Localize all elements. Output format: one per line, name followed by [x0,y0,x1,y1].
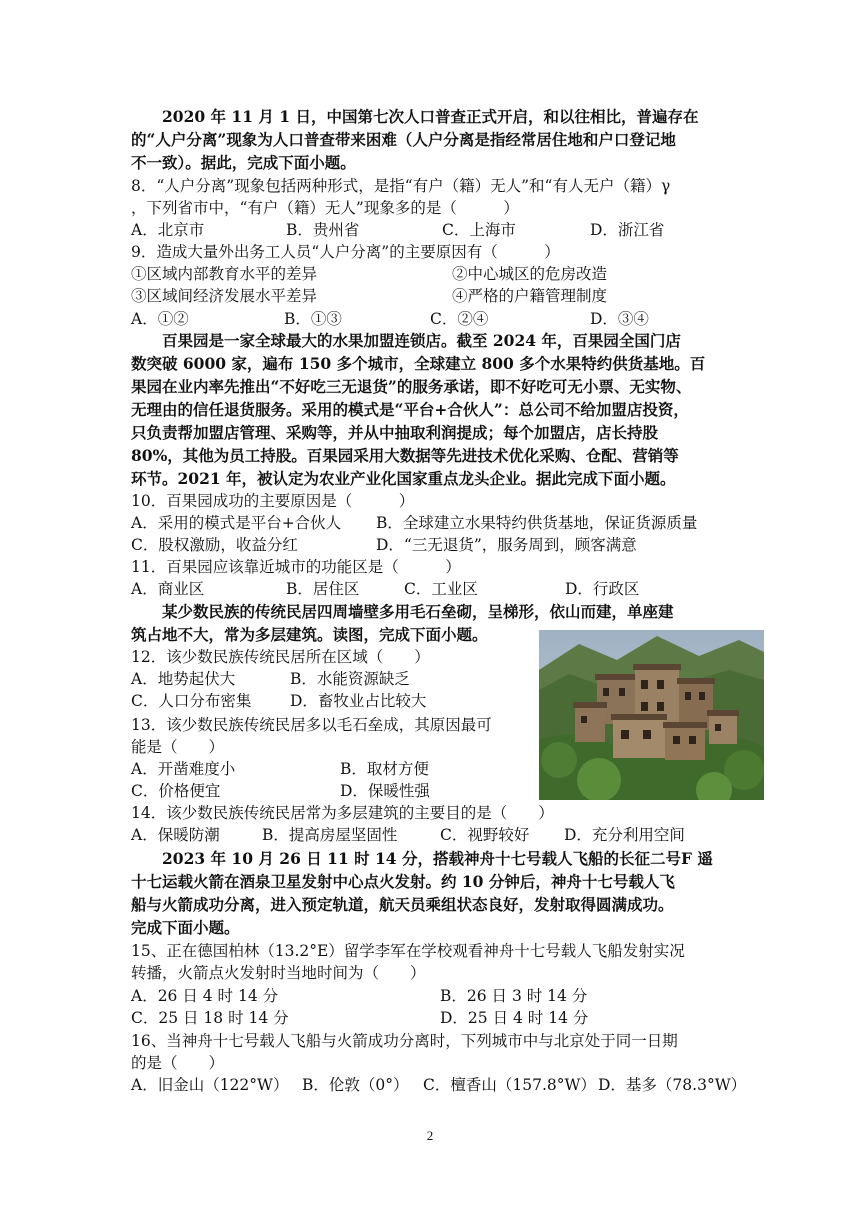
passage2-line-2: 数突破 6000 家，遍布 150 多个城市，全球建立 800 多个水果特约供货基地。百 [131,354,706,373]
passage2-line-4: 无理由的信任退货服务。采用的模式是“平台+合伙人”：总公司不给加盟店投资， [131,400,689,419]
q16-option-c: C．檀香山（157.8°W） [423,1076,596,1094]
q8-option-c: C．上海市 [442,221,516,239]
q9-option-d: D．③④ [590,310,649,328]
q11-option-b: B．居住区 [286,580,360,598]
q12-option-c: C．人口分布密集 [131,692,252,710]
q9-option-b: B．①③ [284,310,342,328]
q16-option-b: B．伦敦（0°） [302,1076,409,1094]
q15-stem-1: 15、正在德国柏林（13.2°E）留学李军在学校观看神舟十七号载人飞船发射实况 [131,942,685,960]
q13-option-a: A．开凿难度小 [131,760,236,778]
q10-stem: 10．百果园成功的主要原因是（ ） [131,492,415,510]
q16-option-a: A．旧金山（122°W） [131,1076,289,1094]
q11-option-d: D．行政区 [565,580,640,598]
q16-stem-1: 16、当神舟十七号载人飞船与火箭成功分离时，下列城市中与北京处于同一日期 [131,1032,678,1050]
q8-option-b: B．贵州省 [286,221,360,239]
q16-stem-2: 的是（ ） [131,1054,225,1072]
passage4-line-4: 完成下面小题。 [131,918,240,937]
q14-option-c: C．视野较好 [440,826,530,844]
q12-stem: 12．该少数民族传统民居所在区域（ ） [131,648,430,666]
q15-option-b: B．26 日 3 时 14 分 [440,987,588,1005]
passage2-line-3: 果园在业内率先推出“不好吃三无退货”的服务承诺，即不好吃可无小票、无实物、 [131,377,692,396]
q16-option-d: D．基多（78.3°W） [598,1076,747,1094]
q9-stem: 9．造成大量外出务工人员“人户分离”的主要原因有（ ） [131,243,560,261]
passage4-line-2: 十七运载火箭在酒泉卫星发射中心点火发射。约 10 分钟后，神舟十七号载人飞 [131,872,675,891]
q15-option-d: D．25 日 4 时 14 分 [440,1009,589,1027]
q12-option-a: A．地势起伏大 [131,670,236,688]
q15-stem-2: 转播，火箭点火发射时当地时间为（ ） [131,964,426,982]
q13-stem-1: 13．该少数民族传统民居多以毛石垒成，其原因最可 [131,716,492,734]
passage4-line-3: 船与火箭成功分离，进入预定轨道，航天员乘组状态良好，发射取得圆满成功。 [131,895,674,914]
passage2-line-6: 80%，其他为员工持股。百果园采用大数据等先进技术优化采购、仓配、营销等 [131,446,679,465]
passage4-line-1: 2023 年 10 月 26 日 11 时 14 分，搭载神舟十七号载人飞船的长征二号F 遥 [162,849,713,868]
passage2-line-5: 只负责帮加盟店管理、采购等，并从中抽取利润提成；每个加盟店，店长持股 [131,423,659,442]
q9-item-3: ③区域间经济发展水平差异 [131,287,318,305]
q14-option-d: D．充分利用空间 [564,826,685,844]
q11-option-a: A．商业区 [131,580,205,598]
q9-option-a: A．①② [131,310,189,328]
passage1-line-3: 不一致）。据此，完成下面小题。 [131,153,356,172]
q14-option-a: A．保暖防潮 [131,826,220,844]
passage2-line-1: 百果园是一家全球最大的水果加盟连锁店。截至 2024 年，百果园全国门店 [162,331,681,350]
page-number: 2 [426,1128,434,1143]
q15-option-a: A．26 日 4 时 14 分 [131,987,279,1005]
q8-stem-1: 8．“人户分离”现象包括两种形式，是指“有户（籍）无人”和“有人无户（籍）γ [131,177,671,195]
q13-option-d: D．保暖性强 [340,782,430,800]
q10-option-a: A．采用的模式是平台+合伙人 [131,514,342,532]
q11-stem: 11．百果园应该靠近城市的功能区是（ ） [131,558,461,576]
passage2-line-7: 环节。2021 年，被认定为农业产业化国家重点龙头企业。据此完成下面小题。 [131,469,676,488]
q14-stem: 14．该少数民族传统民居常为多层建筑的主要目的是（ ） [131,804,554,822]
q15-option-c: C．25 日 18 时 14 分 [131,1009,289,1027]
q9-item-2: ②中心城区的危房改造 [452,265,608,283]
passage1-line-1: 2020 年 11 月 1 日，中国第七次人口普查正式开启，和以往相比，普遍存在 [162,107,699,126]
q10-option-b: B．全球建立水果特约供货基地，保证货源质量 [376,514,698,532]
stone-village-photo [539,630,764,800]
q14-option-b: B．提高房屋坚固性 [262,826,398,844]
q8-stem-2: ，下列省市中，“有户（籍）无人”现象多的是（ ） [131,199,519,217]
passage1-line-2: 的“人户分离”现象为人口普查带来困难（人户分离是指经常居住地和户口登记地 [131,130,676,149]
q8-option-d: D．浙江省 [590,221,665,239]
q9-option-c: C．②④ [430,310,489,328]
q13-option-c: C．价格便宜 [131,782,221,800]
passage3-line-1: 某少数民族的传统民居四周墙壁多用毛石垒砌，呈梯形，依山而建，单座建 [162,602,674,621]
q12-option-d: D．畜牧业占比较大 [290,692,427,710]
q9-item-4: ④严格的户籍管理制度 [452,287,608,305]
q13-stem-2: 能是（ ） [131,738,225,756]
q8-option-a: A．北京市 [131,221,205,239]
q12-option-b: B．水能资源缺乏 [290,670,410,688]
q11-option-c: C．工业区 [404,580,478,598]
q10-option-c: C．股权激励，收益分红 [131,536,298,554]
q9-item-1: ①区域内部教育水平的差异 [131,265,318,283]
q13-option-b: B．取材方便 [340,760,429,778]
q10-option-d: D．“三无退货”，服务周到，顾客满意 [376,536,637,554]
passage3-line-2: 筑占地不大，常为多层建筑。读图，完成下面小题。 [131,625,488,644]
